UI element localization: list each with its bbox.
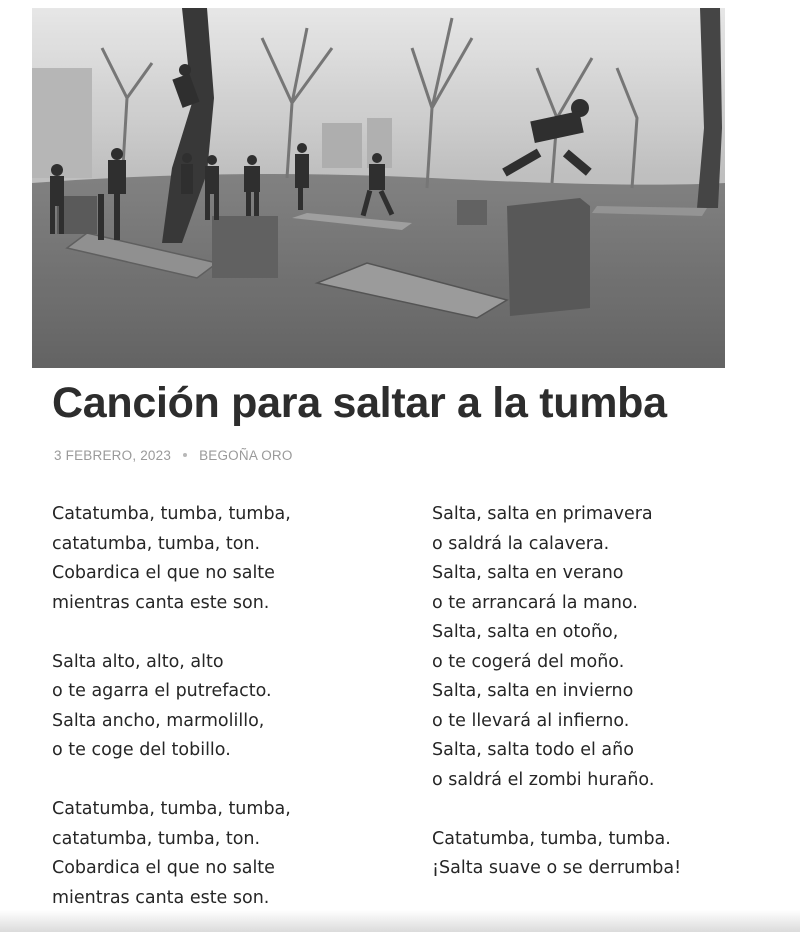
poem-line: o saldrá el zombi huraño. <box>432 769 655 790</box>
poem-column-right <box>432 500 792 913</box>
poem-column-left <box>52 500 412 943</box>
poem-line: o saldrá la calavera. <box>432 533 610 554</box>
stanza <box>52 795 412 913</box>
poem-line: Salta ancho, marmolillo, <box>52 710 265 731</box>
poem-line: Cobardica el que no salte <box>52 563 275 583</box>
poem-line: Salta, salta en invierno <box>432 681 634 701</box>
poem-line: Cobardica el que no salte <box>52 858 275 878</box>
poem-line: Catatumba, tumba, tumba, <box>52 504 291 524</box>
poem-line: o te llevará al infierno. <box>432 710 630 731</box>
poem-line: o te cogerá del moño. <box>432 651 625 672</box>
poem-line: o te arrancará la mano. <box>432 592 638 613</box>
article-meta <box>54 448 293 463</box>
poem-line: o te agarra el putrefacto. <box>52 681 272 701</box>
post-date-link[interactable]: 3 FEBRERO, 2023 <box>54 448 172 463</box>
poem-line: o te coge del tobillo. <box>52 740 231 760</box>
stanza <box>432 500 792 795</box>
poem-line: Catatumba, tumba, tumba, <box>52 799 291 819</box>
poem-line: mientras canta este son. <box>52 592 270 613</box>
cemetery-photo <box>32 8 725 368</box>
poem-line: mientras canta este son. <box>52 887 270 908</box>
article-title: Canción para saltar a la tumba <box>52 379 667 427</box>
bottom-fade <box>0 910 800 932</box>
poem-line: Salta, salta en verano <box>432 563 624 583</box>
poem-line: Salta, salta en otoño, <box>432 622 619 642</box>
poem-line: catatumba, tumba, ton. <box>52 533 261 554</box>
hero-image <box>32 8 725 368</box>
poem-line: Salta, salta todo el año <box>432 740 634 760</box>
poem-line: ¡Salta suave o se derrumba! <box>432 858 682 878</box>
poem-line: catatumba, tumba, ton. <box>52 828 261 849</box>
stanza <box>52 500 412 618</box>
stanza <box>52 648 412 766</box>
poem-line: Salta, salta en primavera <box>432 504 653 524</box>
poem-line: Catatumba, tumba, tumba. <box>432 828 671 849</box>
author-link[interactable]: BEGOÑA ORO <box>199 448 293 463</box>
separator-dot <box>183 453 187 457</box>
poem-line: Salta alto, alto, alto <box>52 651 224 672</box>
stanza <box>432 825 792 884</box>
